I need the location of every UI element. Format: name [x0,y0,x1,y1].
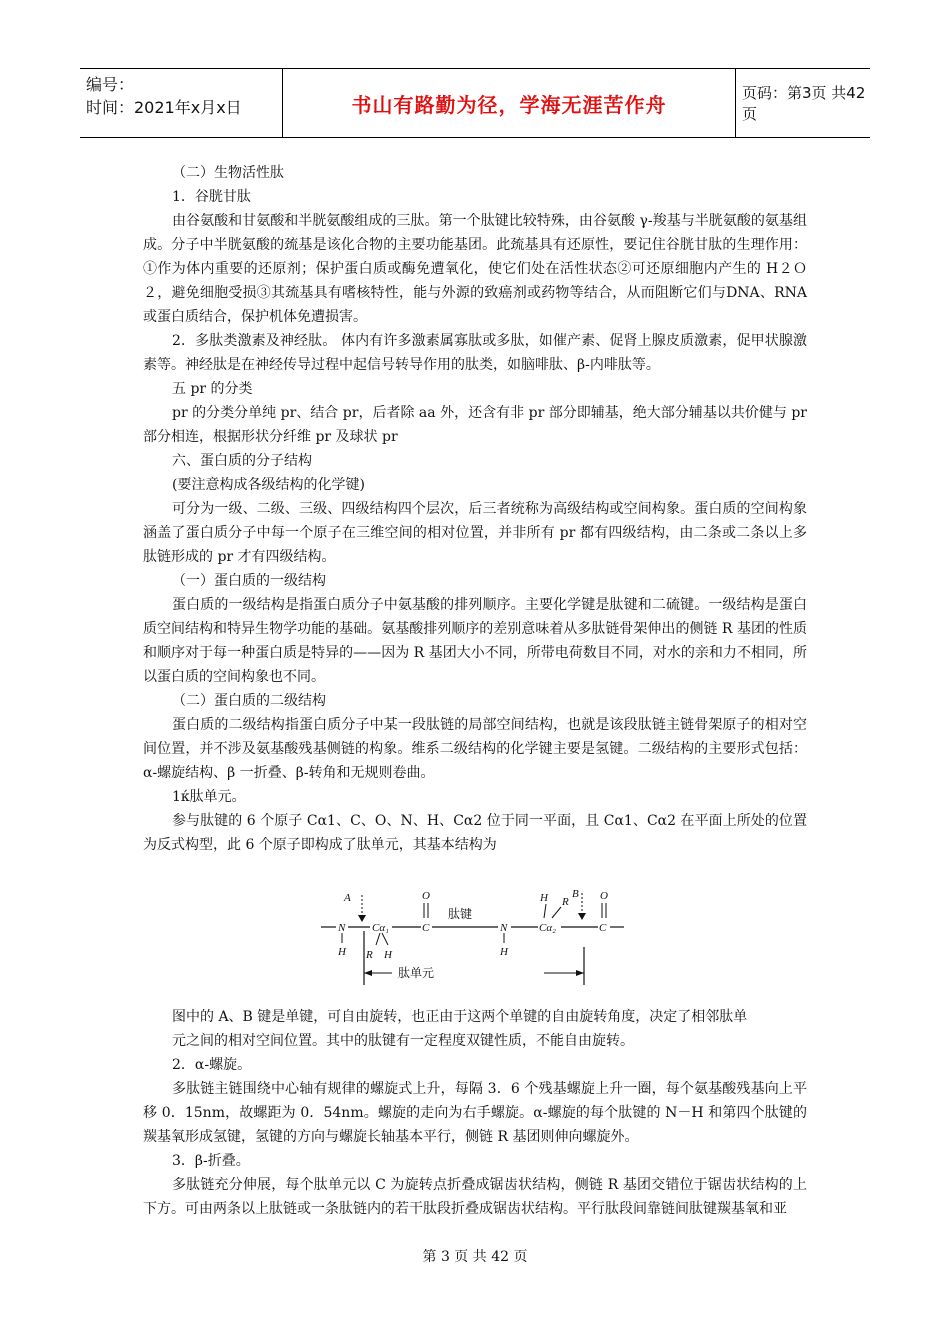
bond-label-b: B [572,888,579,900]
atom-ca1: Cα₁ [372,922,389,934]
peptide-unit-label: 肽单元 [398,966,435,980]
atom-o2: O [600,890,608,902]
subsection-heading: 2．α-螺旋。 [172,1057,252,1073]
atom-n1: N [338,922,346,934]
atom-h1: H [338,946,346,958]
header-page-info: 页码：第3页 共42页 [742,84,866,123]
atom-h4: H [540,892,548,904]
paragraph: 蛋白质的一级结构是指蛋白质分子中氨基酸的排列顺序。主要化学键是肽键和二硫键。一级结构是蛋白质空间结构和特异生物学功能的基础。氨基酸排列顺序的差别意味着从多肽链骨架伸出的侧链 R 基团的性质和顺序对于每一种蛋白质是特异的——因为 R 基团大小不同，所带电荷数目不同，对水的亲和力不相同，所以蛋白质的空间构象也不同。 [143,597,807,685]
header-motto: 书山有路勤为径，学海无涯苦作舟 [351,92,667,117]
paragraph: 由谷氨酸和甘氨酸和半胱氨酸组成的三肽。第一个肽键比较特殊，由谷氨酸 γ-羧基与半胱氨酸的氨基组成。分子中半胱氨酸的巯基是该化合物的主要功能基团。此巯基具有还原性，要记住谷胱甘肽的生理作用：①作为体内重要的还原剂；保护蛋白质或酶免遭氧化，使它们处在活性状态②可还原细胞内产生的 H２Ｏ２，避免细胞受损③其巯基具有嗜核特性，能与外源的致癌剂或药物等结合，从而阻断它们与DNA、RNA或蛋白质结合，保护机体免遭损害。 [143,213,807,325]
atom-r2: R [562,896,569,908]
arrow-b-icon [578,913,586,920]
atom-h3: H [500,946,508,958]
atom-r1: R [366,949,373,961]
document-body-bottom [143,1005,807,1221]
atom-n2: N [500,922,508,934]
atom-c1: C [422,922,430,934]
atom-h2: H [384,949,392,961]
paragraph: 多肽链充分伸展，每个肽单元以 C 为旋转点折叠成锯齿状结构，侧链 R 基团交错位于锯齿状结构的上下方。可由两条以上肽链或一条肽链内的若干肽段折叠成锯齿状结构。平行肽段间靠链间肽键羰基氧和亚 [143,1177,807,1217]
paragraph: 可分为一级、二级、三级、四级结构四个层次，后三者统称为高级结构或空间构象。蛋白质的空间构象涵盖了蛋白质分子中每一个原子在三维空间的相对位置，并非所有 pr 都有四级结构，由二条或二条以上多肽链形成的 pr 才有四级结构。 [143,501,807,565]
atom-ca2: Cα₂ [539,922,556,934]
section-heading: （一）蛋白质的一级结构 [172,573,326,589]
section-heading: （二）生物活性肽 [172,165,284,181]
document-date-label: 时间：2021年x月x日 [86,98,242,117]
header-meta [86,73,282,119]
header-divider [735,69,736,137]
section-heading: 五 pr 的分类 [172,381,253,397]
subsection-heading: 1ќ肽单元。 [172,789,246,805]
atom-c2: C [599,922,607,934]
paragraph: 多肽链主链围绕中心轴有规律的螺旋式上升，每隔 3．6 个残基螺旋上升一圈，每个氨基酸残基向上平移 0．15nm，故螺距为 0．54nm。螺旋的走向为右手螺旋。α-螺旋的每个肽键的 N－H 和第四个肽键的羰基氧形成氢键，氢键的方向与螺旋长轴基本平行，侧链 R 基团则伸向螺旋外。 [143,1081,807,1145]
subsection-heading: 1．谷胱甘肽 [172,189,251,205]
page-footer: 第 3 页 共 42 页 [422,1249,528,1265]
paragraph: 蛋白质的二级结构指蛋白质分子中某一段肽链的局部空间结构，也就是该段肽链主链骨架原子的相对空间位置，并不涉及氨基酸残基侧链的构象。维系二级结构的化学键主要是氢键。二级结构的主要形式包括：α-螺旋结构、β 一折叠、β-转角和无规则卷曲。 [143,717,807,781]
subsection-heading: 3．β-折叠。 [172,1153,250,1169]
paragraph: 图中的 A、B 键是单键，可自由旋转，也正由于这两个单键的自由旋转角度，决定了相邻肽单 [172,1009,748,1025]
atom-o1: O [422,890,430,902]
paragraph: pr 的分类分单纯 pr、结合 pr，后者除 aa 外，还含有非 pr 部分即辅基，绝大部分辅基以共价健与 pr 部分相连，根据形状分纤维 pr 及球状 pr [143,405,807,445]
section-heading: （二）蛋白质的二级结构 [172,693,326,709]
section-heading: 六、蛋白质的分子结构 [172,453,312,469]
peptide-bond-label: 肽键 [448,907,473,921]
document-body-top [143,161,807,857]
bond-label-a: A [344,892,351,904]
paragraph: 元之间的相对空间位置。其中的肽键有一定程度双键性质，不能自由旋转。 [172,1033,634,1049]
header-divider [282,69,283,137]
page-header [80,68,870,138]
paragraph: 参与肽键的 6 个原子 Cα1、C、O、N、H、Cα2 位于同一平面，且 Cα1、Cα2 在平面上所处的位置为反式构型，此 6 个原子即构成了肽单元，其基本结构为 [143,813,807,853]
document-number-label: 编号： [86,75,135,94]
peptide-unit-diagram [318,885,628,995]
paragraph: 2．多肽类激素及神经肽。 体内有许多激素属寡肽或多肽，如催产素、促肾上腺皮质激素，促甲状腺激素等。神经肽是在神经传导过程中起信号转导作用的肽类，如脑啡肽、β-内啡肽等。 [143,333,807,373]
note: (要注意构成各级结构的化学键) [172,477,365,493]
arrow-a-icon [358,915,366,922]
